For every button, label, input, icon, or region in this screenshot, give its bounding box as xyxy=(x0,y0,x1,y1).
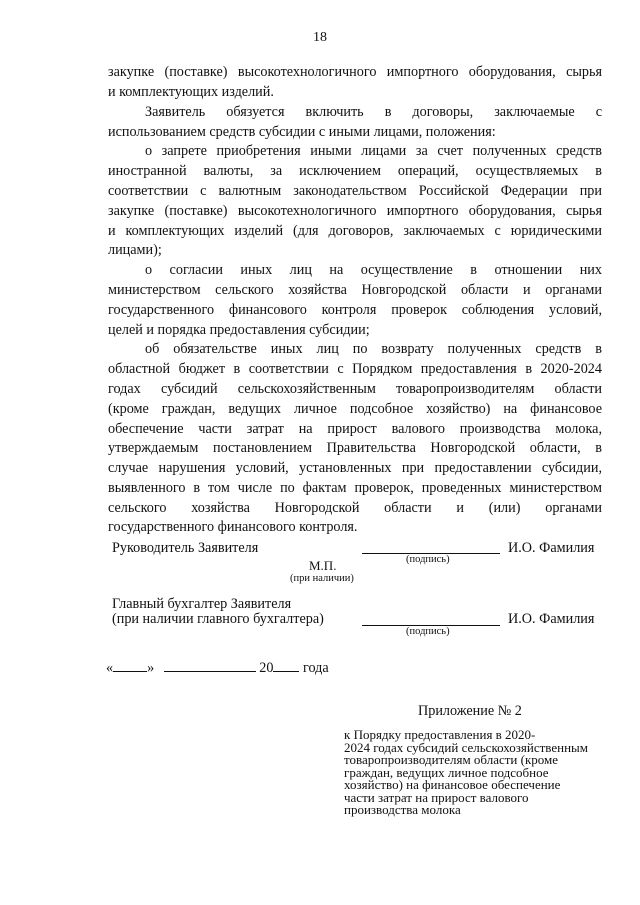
body-line: об обязательстве иных лиц по возврату полученных средств в xyxy=(145,341,602,357)
body-line: о согласии иных лиц на осуществление в отношении них xyxy=(145,262,602,278)
body-line: областной бюджет в соответствии с Порядком предоставления в 2020-2024 xyxy=(108,361,602,377)
page-number: 18 xyxy=(313,30,327,45)
body-line: государственного финансового контроля. xyxy=(108,519,358,535)
signature-caption: (подпись) xyxy=(406,554,450,565)
date-year-blank xyxy=(273,657,299,672)
body-line: государственного финансового контроля проверок соблюдения условий, xyxy=(108,302,602,318)
body-line: министерством сельского хозяйства Новгородской области и органами xyxy=(108,282,602,298)
signature-caption-2: (подпись) xyxy=(406,626,450,637)
stamp-note: (при наличии) xyxy=(290,573,354,584)
body-line: сельского хозяйства Новгородской области и (или) органами xyxy=(108,500,602,516)
accountant-name: И.О. Фамилия xyxy=(508,611,595,627)
date-day-blank xyxy=(113,657,147,672)
appendix-line: товаропроизводителям области (кроме xyxy=(344,752,559,767)
body-line: утверждаемым постановлением Правительства Новгородской области, в xyxy=(108,440,602,456)
date-line xyxy=(106,657,329,678)
date-open-quote: « xyxy=(106,660,114,676)
appendix-line: части затрат на прирост валового xyxy=(344,789,529,805)
body-line: случае нарушения условий, установленных при предоставлении субсидии, xyxy=(108,460,602,476)
body-line: закупке (поставке) высокотехнологичного импортного оборудования, сырья xyxy=(108,64,602,80)
appendix-line: производства молока xyxy=(344,802,461,817)
appendix-line: граждан, ведущих личное подсобное xyxy=(344,764,549,780)
body-line: лицами); xyxy=(108,242,162,258)
body-line: иностранной валюты, за исключением операций, осуществляемых в xyxy=(108,163,602,179)
body-line: и комплектующих изделий. xyxy=(108,84,274,100)
date-month-blank xyxy=(164,657,256,672)
appendix-text xyxy=(344,729,588,817)
body-line: о запрете приобретения иными лицами за счет полученных средств xyxy=(145,143,602,159)
body-line: использованием средств субсидии с иными лицами, положения: xyxy=(108,124,496,140)
head-name: И.О. Фамилия xyxy=(508,540,595,556)
stamp-label: М.П. xyxy=(309,558,337,573)
body-line: Заявитель обязуется включить в договоры, заключаемые с xyxy=(145,104,602,120)
accountant-label: Главный бухгалтер Заявителя xyxy=(112,596,292,612)
body-line: соответствии с валютным законодательством Российской Федерации при xyxy=(108,183,602,199)
appendix-line: к Порядку предоставления в 2020- xyxy=(344,727,536,742)
head-label: Руководитель Заявителя xyxy=(112,540,259,556)
body-line: обеспечение части затрат на прирост валового производства молока, xyxy=(108,421,602,437)
appendix-line: 2024 годах субсидий сельскохозяйственным xyxy=(344,739,589,755)
body-line: и комплектующих изделий (для договоров, заключаемых с юридическими xyxy=(108,223,602,239)
date-close-quote: » xyxy=(147,660,155,676)
body-line: целей и порядка предоставления субсидии; xyxy=(108,322,370,338)
body-line: (кроме граждан, ведущих личное подсобное хозяйство) на финансовое xyxy=(108,401,602,417)
body-line: годах субсидий сельскохозяйственным товаропроизводителям области xyxy=(108,381,602,397)
body-line: выявленного в том числе по фактам проверок, проведенных министерством xyxy=(108,480,602,496)
accountant-note: (при наличии главного бухгалтера) xyxy=(112,611,324,627)
date-year-prefix: 20 xyxy=(259,660,274,676)
body-line: закупке (поставке) высокотехнологичного импортного оборудования, сырья xyxy=(108,203,602,219)
date-suffix: года xyxy=(303,660,329,676)
appendix-line: хозяйство) на финансовое обеспечение xyxy=(344,777,561,792)
appendix-title: Приложение № 2 xyxy=(418,703,522,719)
